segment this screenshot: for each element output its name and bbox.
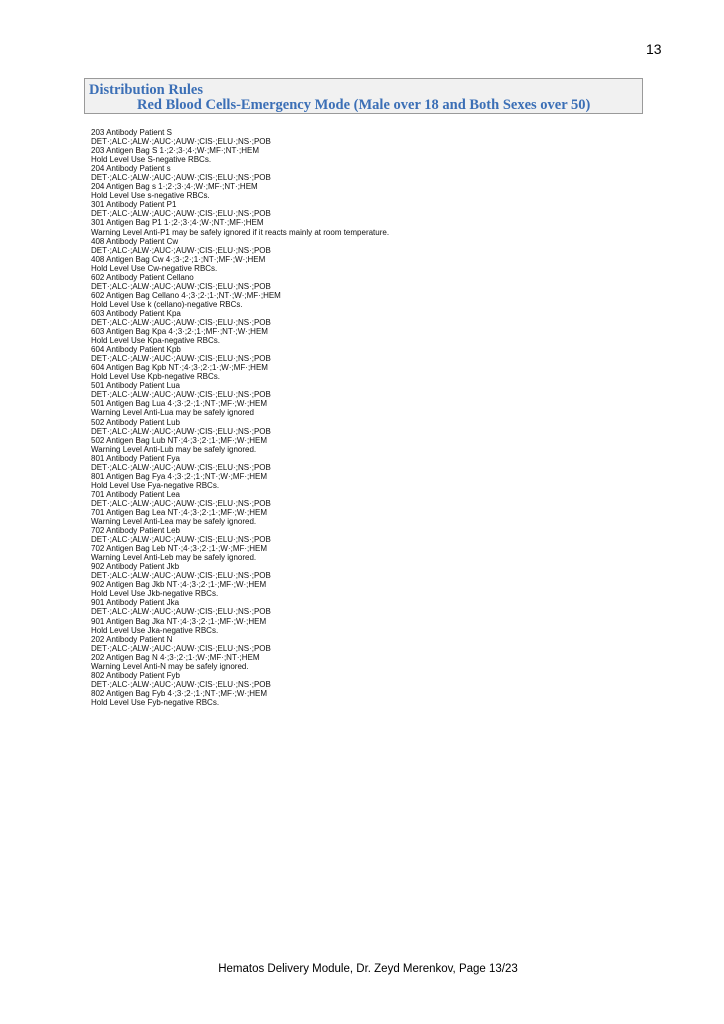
rule-antibody: 901 Antibody Patient Jka <box>91 598 180 608</box>
rule-level: Hold Level Use Kpb-negative RBCs. <box>91 372 220 382</box>
rule-antigen-bag: 901 Antigen Bag Jka NT·;4·;3·;2·;1·;MF·;W·;HEM <box>91 616 267 626</box>
rule-level: Warning Level Anti-Lea may be safely ignored. <box>91 517 257 527</box>
rule-tests: DET·;ALC·;ALW·;AUC·;AUW·;CIS·;ELU·;NS·;POB <box>91 354 271 364</box>
rule-antigen-bag: 802 Antigen Bag Fyb 4·;3·;2·;1·;NT·;MF·;W·;HEM <box>91 688 268 698</box>
rule-antibody: 604 Antibody Patient Kpb <box>91 345 181 355</box>
rule-antibody: 602 Antibody Patient Cellano <box>91 272 194 282</box>
rule-antibody: 801 Antibody Patient Fya <box>91 453 180 463</box>
rule-tests: DET·;ALC·;ALW·;AUC·;AUW·;CIS·;ELU·;NS·;POB <box>91 571 271 581</box>
rule-level: Hold Level Use Jka-negative RBCs. <box>91 625 219 635</box>
rule-entry <box>91 671 421 707</box>
rule-entry <box>91 454 421 490</box>
rule-antigen-bag: 203 Antigen Bag S 1·;2·;3·;4·;W·;MF·;NT·;HEM <box>91 146 260 156</box>
rule-tests: DET·;ALC·;ALW·;AUC·;AUW·;CIS·;ELU·;NS·;POB <box>91 317 271 327</box>
rule-antigen-bag: 701 Antigen Bag Lea NT·;4·;3·;2·;1·;MF·;W·;HEM <box>91 507 268 517</box>
rule-entry <box>91 562 421 598</box>
rule-entry <box>91 200 421 236</box>
rule-entry <box>91 345 421 381</box>
rule-entry <box>91 418 421 454</box>
rule-level: Hold Level Use Fyb-negative RBCs. <box>91 697 220 707</box>
rule-entry <box>91 128 421 164</box>
rule-tests: DET·;ALC·;ALW·;AUC·;AUW·;CIS·;ELU·;NS·;POB <box>91 462 271 472</box>
rule-tests: DET·;ALC·;ALW·;AUC·;AUW·;CIS·;ELU·;NS·;POB <box>91 281 271 291</box>
header-subtitle: Red Blood Cells-Emergency Mode (Male over 18 and Both Sexes over 50) <box>137 97 591 113</box>
rule-antibody: 204 Antibody Patient s <box>91 164 171 174</box>
rule-entry <box>91 273 421 309</box>
rule-antigen-bag: 408 Antigen Bag Cw 4·;3·;2·;1·;NT·;MF·;W·;HEM <box>91 254 266 264</box>
rule-level: Warning Level Anti-P1 may be safely ignored if it reacts mainly at room temperature. <box>91 227 390 237</box>
rule-antibody: 203 Antibody Patient S <box>91 128 172 137</box>
rule-antibody: 702 Antibody Patient Leb <box>91 526 180 536</box>
rule-tests: DET·;ALC·;ALW·;AUC·;AUW·;CIS·;ELU·;NS·;POB <box>91 173 271 183</box>
rule-antibody: 408 Antibody Patient Cw <box>91 236 179 246</box>
rule-level: Warning Level Anti-Leb may be safely ignored. <box>91 553 257 563</box>
rule-antibody: 902 Antibody Patient Jkb <box>91 562 180 572</box>
rule-entry <box>91 237 421 273</box>
rule-antibody: 802 Antibody Patient Fyb <box>91 670 180 680</box>
rule-antibody: 701 Antibody Patient Lea <box>91 489 180 499</box>
rule-tests: DET·;ALC·;ALW·;AUC·;AUW·;CIS·;ELU·;NS·;POB <box>91 607 271 617</box>
rule-level: Hold Level Use k (cellano)-negative RBCs. <box>91 299 243 309</box>
rule-tests: DET·;ALC·;ALW·;AUC·;AUW·;CIS·;ELU·;NS·;POB <box>91 643 271 653</box>
rule-antigen-bag: 902 Antigen Bag Jkb NT·;4·;3·;2·;1·;MF·;W·;HEM <box>91 580 267 590</box>
rule-level: Hold Level Use Kpa-negative RBCs. <box>91 336 220 346</box>
rule-tests: DET·;ALC·;ALW·;AUC·;AUW·;CIS·;ELU·;NS·;POB <box>91 679 271 689</box>
rule-entry <box>91 164 421 200</box>
rule-tests: DET·;ALC·;ALW·;AUC·;AUW·;CIS·;ELU·;NS·;POB <box>91 245 271 255</box>
rule-tests: DET·;ALC·;ALW·;AUC·;AUW·;CIS·;ELU·;NS·;POB <box>91 426 271 436</box>
rule-level: Warning Level Anti-N may be safely ignored. <box>91 661 249 671</box>
rule-entry <box>91 635 421 671</box>
rule-entry <box>91 381 421 417</box>
rule-antibody: 603 Antibody Patient Kpa <box>91 308 181 318</box>
rule-antigen-bag: 501 Antigen Bag Lua 4·;3·;2·;1·;NT·;MF·;W·;HEM <box>91 399 268 409</box>
rule-antigen-bag: 602 Antigen Bag Cellano 4·;3·;2·;1·;NT·;W·;MF·;HEM <box>91 290 281 300</box>
rule-antibody: 301 Antibody Patient P1 <box>91 200 177 210</box>
rule-tests: DET·;ALC·;ALW·;AUC·;AUW·;CIS·;ELU·;NS·;POB <box>91 137 271 147</box>
rule-antigen-bag: 702 Antigen Bag Leb NT·;4·;3·;2·;1·;W·;MF·;HEM <box>91 544 268 554</box>
rule-tests: DET·;ALC·;ALW·;AUC·;AUW·;CIS·;ELU·;NS·;POB <box>91 209 271 219</box>
rule-tests: DET·;ALC·;ALW·;AUC·;AUW·;CIS·;ELU·;NS·;POB <box>91 390 271 400</box>
rule-antibody: 501 Antibody Patient Lua <box>91 381 180 391</box>
section-header <box>84 78 643 114</box>
header-title: Distribution Rules <box>89 82 204 98</box>
rule-antibody: 502 Antibody Patient Lub <box>91 417 180 427</box>
rule-antigen-bag: 202 Antigen Bag N 4·;3·;2·;1·;W·;MF·;NT·;HEM <box>91 652 260 662</box>
rule-antigen-bag: 301 Antigen Bag P1 1·;2·;3·;4·;W·;NT·;MF·;HEM <box>91 218 264 228</box>
rule-entry <box>91 490 421 526</box>
rule-antigen-bag: 603 Antigen Bag Kpa 4·;3·;2·;1·;MF·;NT·;W·;HEM <box>91 327 268 337</box>
footer-text: Hematos Delivery Module, Dr. Zeyd Merenkov, Page 13/23 <box>218 963 518 975</box>
rules-list <box>91 128 421 707</box>
rule-level: Hold Level Use Jkb-negative RBCs. <box>91 589 219 599</box>
page-number: 13 <box>646 41 662 57</box>
rule-tests: DET·;ALC·;ALW·;AUC·;AUW·;CIS·;ELU·;NS·;POB <box>91 498 271 508</box>
page-footer <box>0 963 724 975</box>
rule-level: Hold Level Use Fya-negative RBCs. <box>91 480 220 490</box>
rule-antigen-bag: 801 Antigen Bag Fya 4·;3·;2·;1·;NT·;W·;MF·;HEM <box>91 471 268 481</box>
rule-level: Hold Level Use Cw-negative RBCs. <box>91 263 218 273</box>
rule-antigen-bag: 502 Antigen Bag Lub NT·;4·;3·;2·;1·;MF·;W·;HEM <box>91 435 268 445</box>
rule-antigen-bag: 204 Antigen Bag s 1·;2·;3·;4·;W·;MF·;NT·;HEM <box>91 182 258 192</box>
rule-antibody: 202 Antibody Patient N <box>91 634 173 644</box>
rule-level: Hold Level Use S-negative RBCs. <box>91 155 212 165</box>
rule-level: Warning Level Anti-Lub may be safely ignored. <box>91 444 257 454</box>
rule-level: Hold Level Use s-negative RBCs. <box>91 191 210 201</box>
rule-antigen-bag: 604 Antigen Bag Kpb NT·;4·;3·;2·;1·;W·;MF·;HEM <box>91 363 268 373</box>
rule-entry <box>91 309 421 345</box>
rule-tests: DET·;ALC·;ALW·;AUC·;AUW·;CIS·;ELU·;NS·;POB <box>91 535 271 545</box>
rule-level: Warning Level Anti-Lua may be safely ignored <box>91 408 254 418</box>
rule-entry <box>91 526 421 562</box>
rule-entry <box>91 598 421 634</box>
